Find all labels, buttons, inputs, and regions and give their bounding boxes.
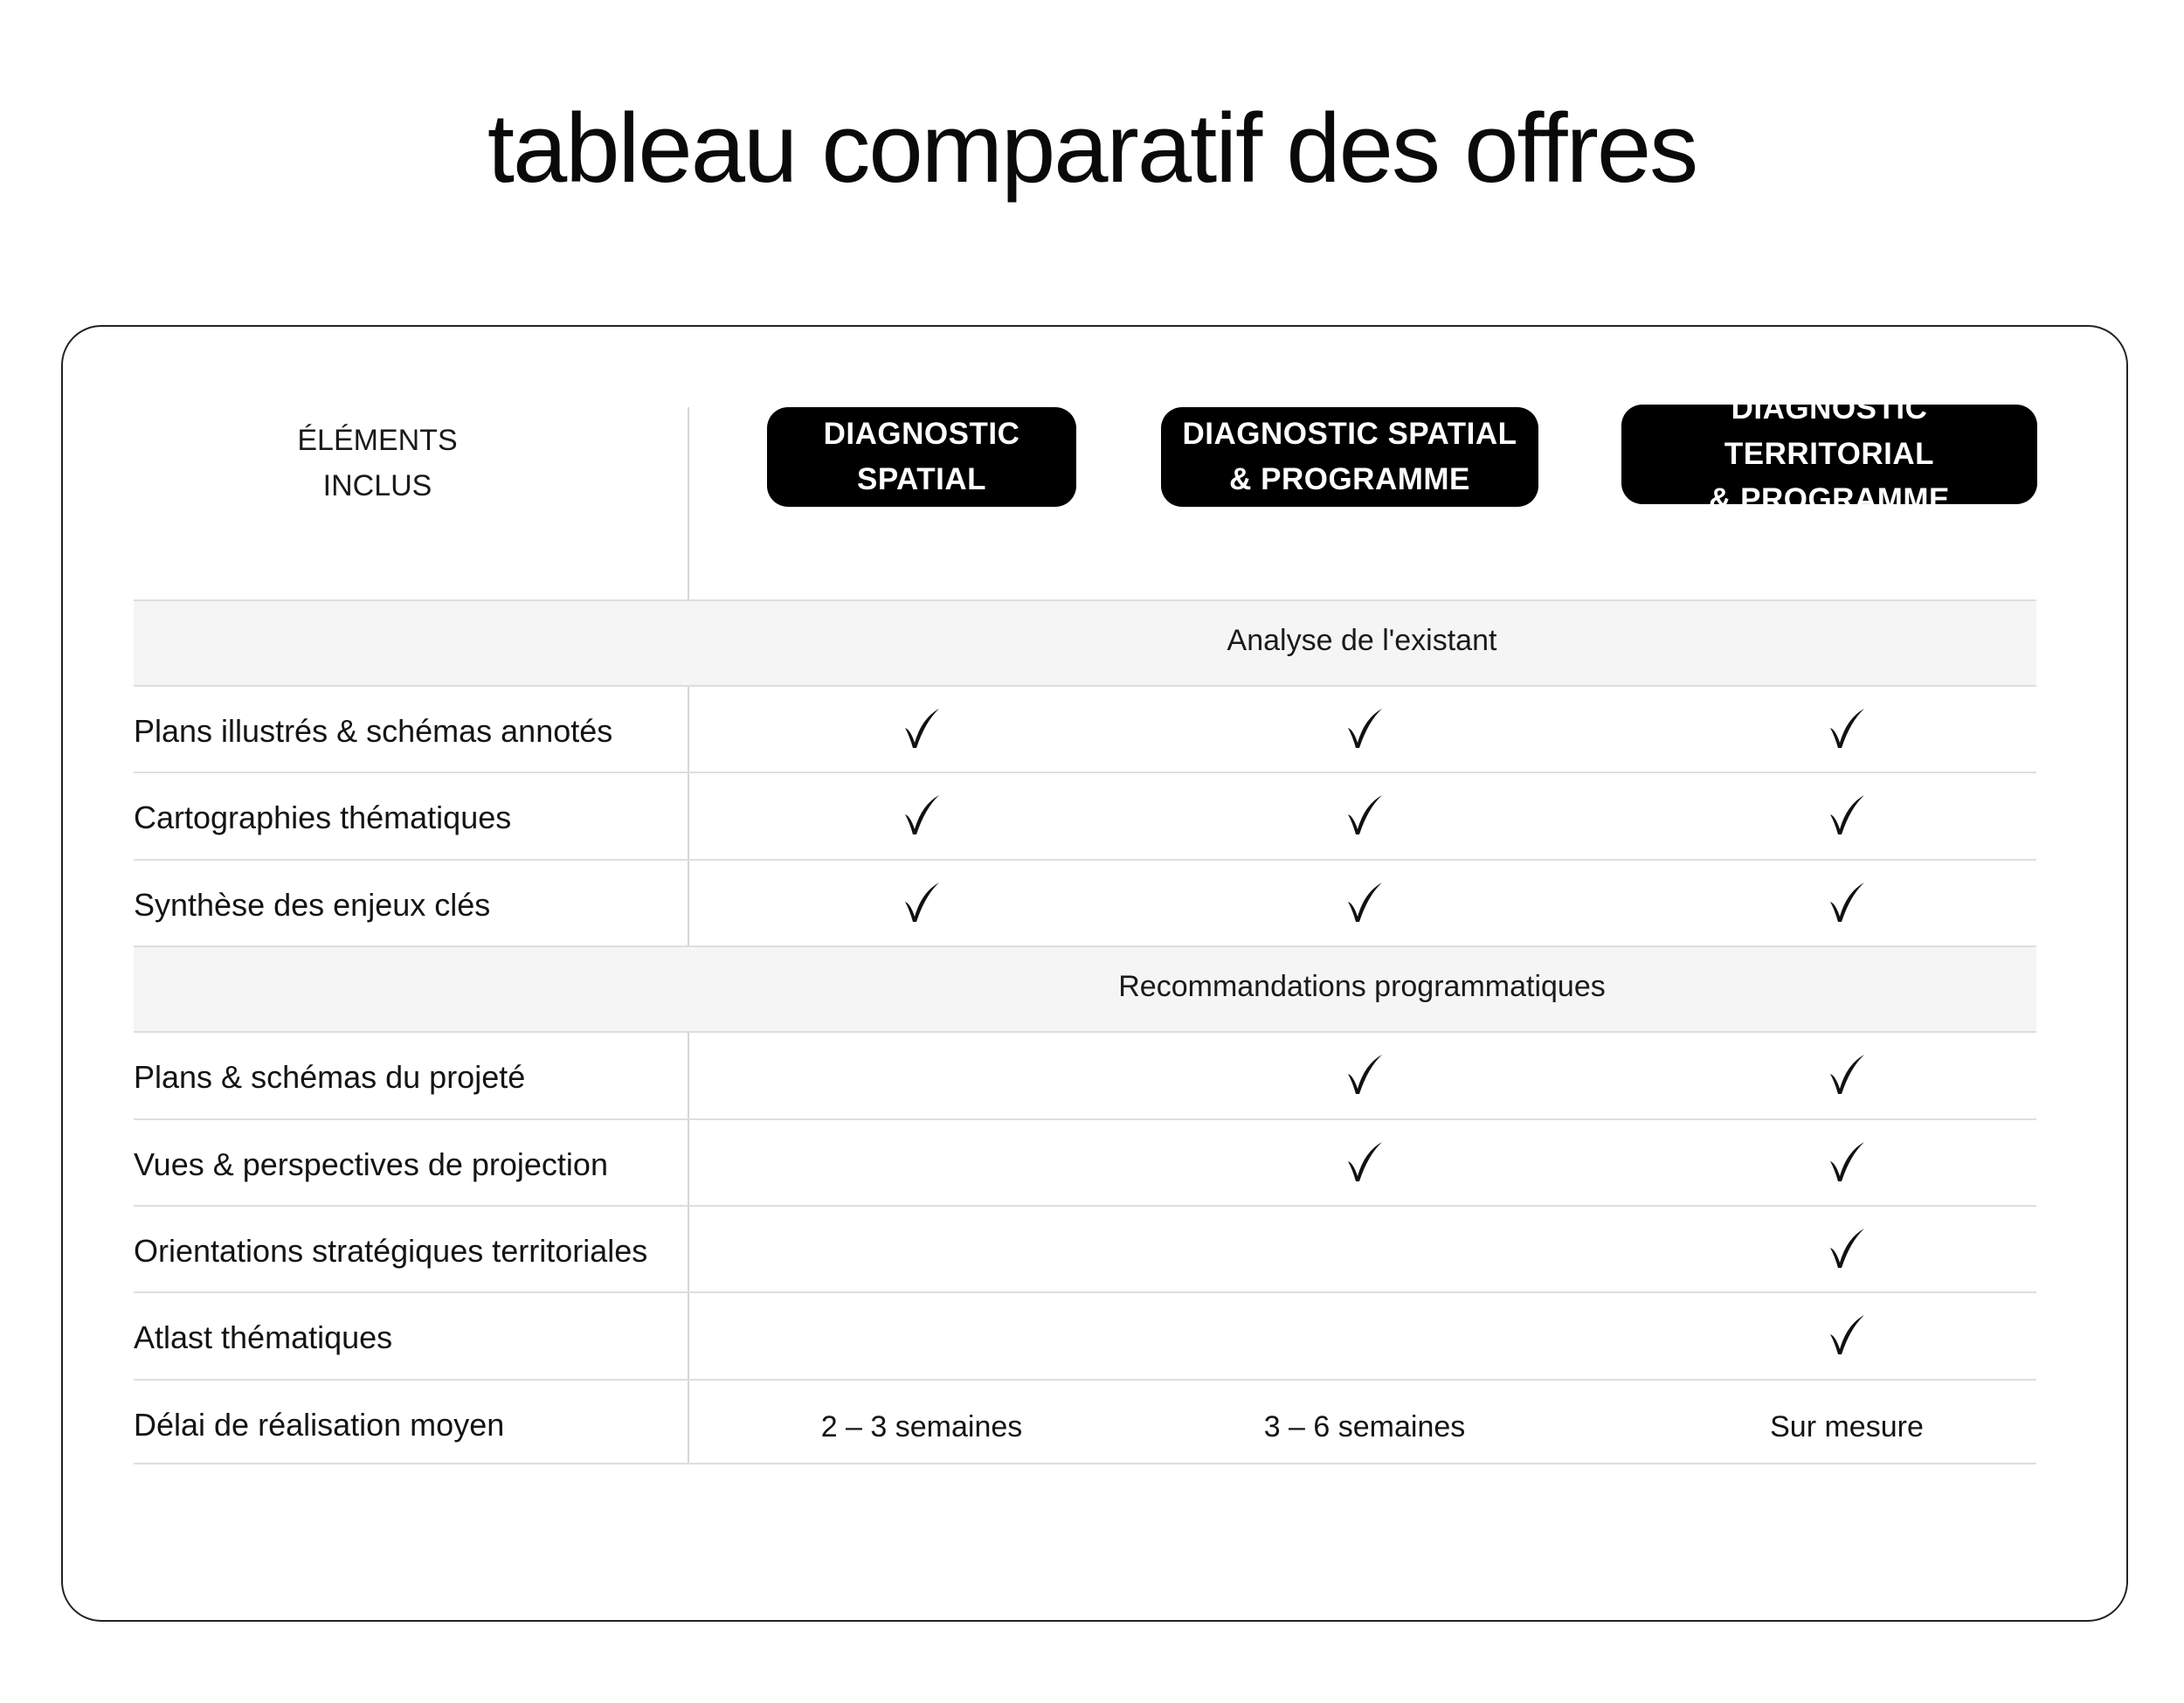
row-label: Atlast thématiques: [134, 1319, 393, 1355]
checkmark-icon: [902, 706, 941, 750]
row-divider: [134, 599, 2036, 601]
checkmark-icon: [1828, 793, 1866, 836]
duration-value: Sur mesure: [1770, 1410, 1924, 1443]
row-label: Cartographies thématiques: [134, 800, 512, 835]
checkmark-icon: [1828, 1226, 1866, 1270]
row-divider: [134, 1463, 2036, 1464]
row-divider: [134, 685, 2036, 687]
duration-value: 2 – 3 semaines: [820, 1410, 1023, 1443]
header-label: ÉLÉMENTS INCLUS: [297, 424, 458, 502]
checkmark-icon: [1345, 706, 1384, 750]
row-divider: [134, 772, 2036, 773]
row-divider: [134, 859, 2036, 861]
checkmark-icon: [1345, 1052, 1384, 1096]
row-divider: [134, 1291, 2036, 1293]
row-label: Plans & schémas du projeté: [134, 1059, 526, 1095]
page-title: tableau comparatif des offres: [487, 93, 1697, 203]
row-divider: [134, 1031, 2036, 1033]
column-header-pill: DIAGNOSTIC SPATIAL & PROGRAMME: [1161, 407, 1538, 507]
checkmark-icon: [1345, 880, 1384, 924]
row-divider: [134, 1379, 2036, 1381]
section-title: Recommandations programmatiques: [1118, 970, 1606, 1003]
checkmark-icon: [1345, 1139, 1384, 1183]
row-divider: [134, 945, 2036, 947]
row-divider: [134, 1205, 2036, 1207]
column-divider: [688, 407, 689, 1464]
row-divider: [134, 1118, 2036, 1120]
column-header-pill: DIAGNOSTIC TERRITORIAL & PROGRAMME: [1621, 405, 2037, 504]
checkmark-icon: [1828, 706, 1866, 750]
checkmark-icon: [1828, 1312, 1866, 1356]
section-title: Analyse de l'existant: [1227, 624, 1497, 657]
checkmark-icon: [902, 880, 941, 924]
row-label: Orientations stratégiques territoriales: [134, 1233, 648, 1269]
row-label: Plans illustrés & schémas annotés: [134, 713, 613, 749]
column-header-pill: DIAGNOSTIC SPATIAL: [767, 407, 1076, 507]
row-label: Vues & perspectives de projection: [134, 1146, 608, 1182]
row-label: Délai de réalisation moyen: [134, 1407, 505, 1443]
row-label: Synthèse des enjeux clés: [134, 887, 491, 923]
checkmark-icon: [1828, 880, 1866, 924]
checkmark-icon: [902, 793, 941, 836]
duration-value: 3 – 6 semaines: [1263, 1410, 1466, 1443]
checkmark-icon: [1345, 793, 1384, 836]
checkmark-icon: [1828, 1139, 1866, 1183]
checkmark-icon: [1828, 1052, 1866, 1096]
